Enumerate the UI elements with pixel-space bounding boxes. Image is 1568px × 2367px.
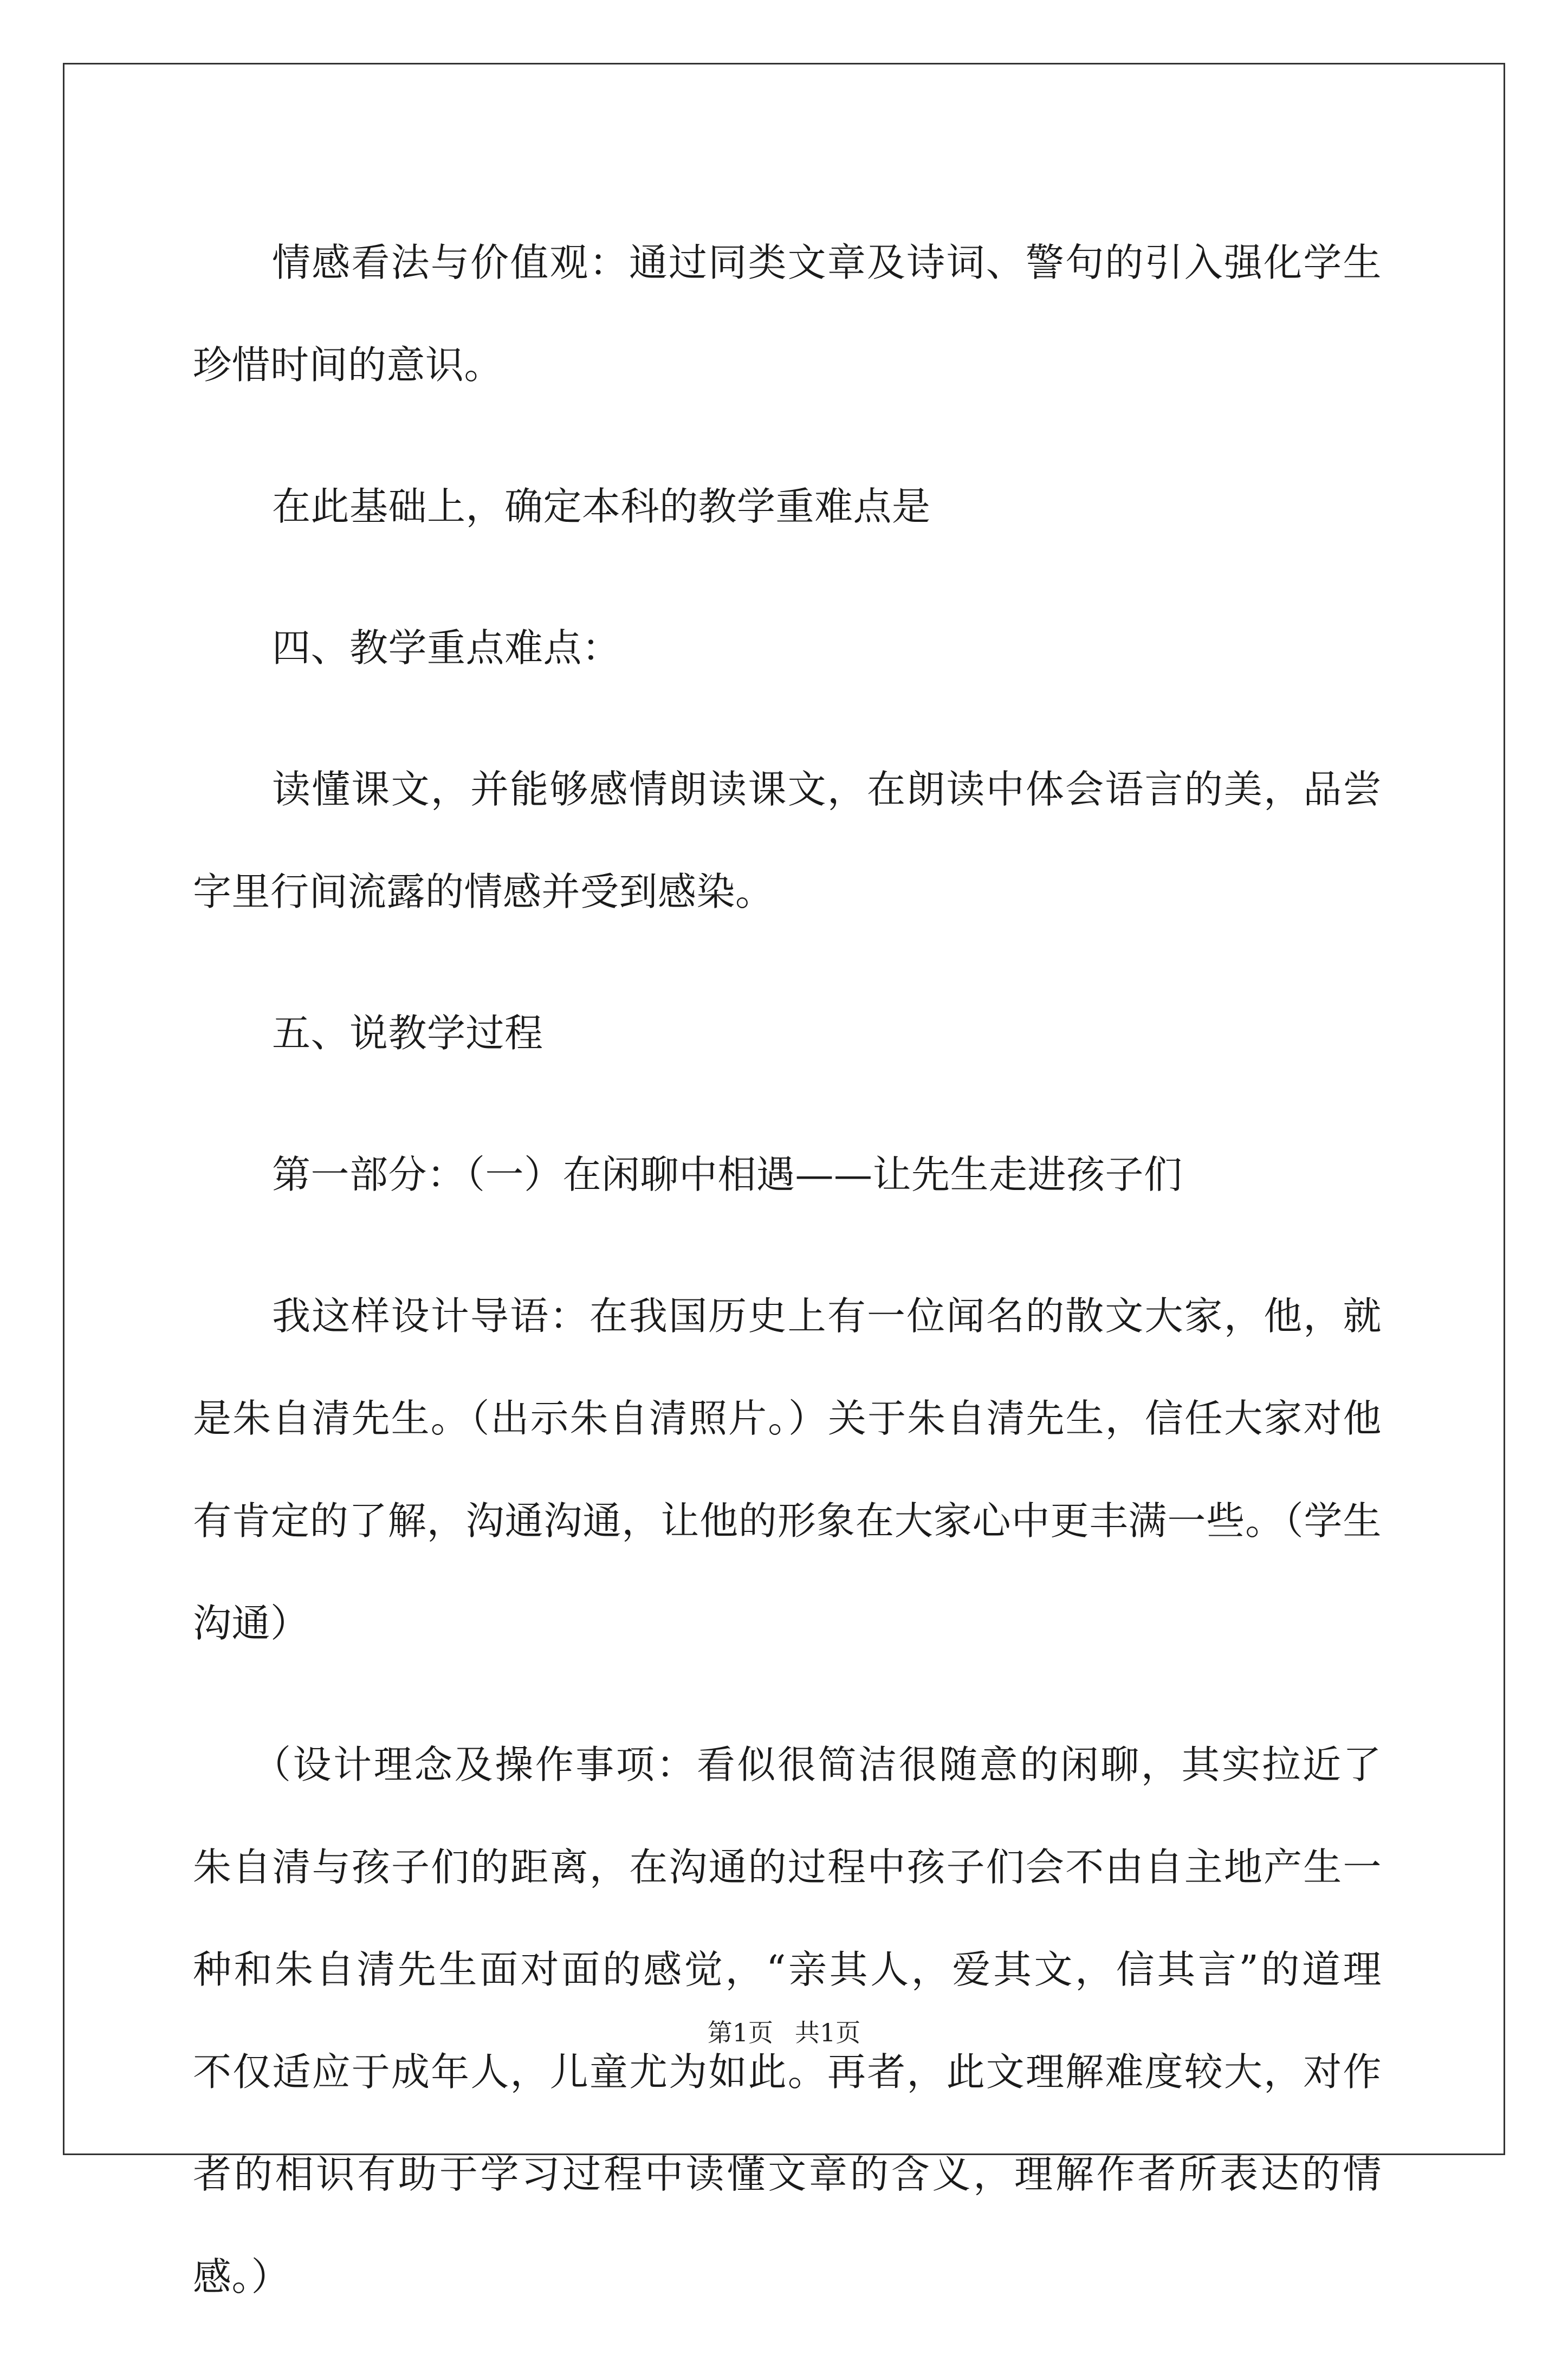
- text-line: 是朱自清先生。（出示朱自清照片。）关于朱自清先生，信任大家对他: [193, 1396, 1382, 1441]
- text-line: 有肯定的了解，沟通沟通，让他的形象在大家心中更丰满一些。（学生: [193, 1498, 1382, 1543]
- text-line: 第一部分：（一）在闲聊中相遇——让先生走进孩子们: [272, 1152, 1183, 1197]
- text-line: 字里行间流露的情感并受到感染。: [193, 869, 774, 914]
- text-line: 五、说教学过程: [272, 1011, 543, 1056]
- text-line: 读懂课文，并能够感情朗读课文，在朗读中体会语言的美，品尝: [272, 767, 1382, 812]
- text-line: 情感看法与价值观：通过同类文章及诗词、警句的引入强化学生: [272, 240, 1382, 285]
- text-line: 珍惜时间的意识。: [193, 342, 503, 387]
- text-line: 四、教学重点难点：: [272, 625, 621, 670]
- text-line: 沟通）: [193, 1601, 309, 1646]
- page-number-total: 共1页: [795, 2018, 861, 2047]
- paragraph-reading-goal: [193, 738, 1382, 943]
- page-number-current: 第1页: [707, 2018, 773, 2047]
- text-line: 种和朱自清先生面对面的感觉，“亲其人，爱其文，信其言”的道理: [193, 1947, 1382, 1992]
- section-heading-teaching-process: [193, 982, 1382, 1084]
- subheading-part-one: [193, 1123, 1382, 1226]
- text-line: 者的相识有助于学习过程中读懂文章的含义，理解作者所表达的情感。）: [193, 2152, 1382, 2299]
- section-heading-key-points: [193, 597, 1382, 699]
- paragraph-emotion-values: [193, 211, 1382, 416]
- text-line: 我这样设计导语：在我国历史上有一位闻名的散文大家，他，就: [272, 1294, 1382, 1338]
- page-footer: [0, 2013, 1568, 2049]
- text-line: （设计理念及操作事项：看似很简洁很随意的闲聊，其实拉近了: [252, 1742, 1382, 1787]
- paragraph-introduction-design: [193, 1265, 1382, 1674]
- text-line: 在此基础上，确定本科的教学重难点是: [272, 484, 931, 529]
- text-line: 不仅适应于成年人，儿童尤为如此。再者，此文理解难度较大，对作: [193, 2049, 1382, 2094]
- paragraph-key-points-intro: [193, 455, 1382, 558]
- text-line: 朱自清与孩子们的距离，在沟通的过程中孩子们会不由自主地产生一: [193, 1845, 1382, 1890]
